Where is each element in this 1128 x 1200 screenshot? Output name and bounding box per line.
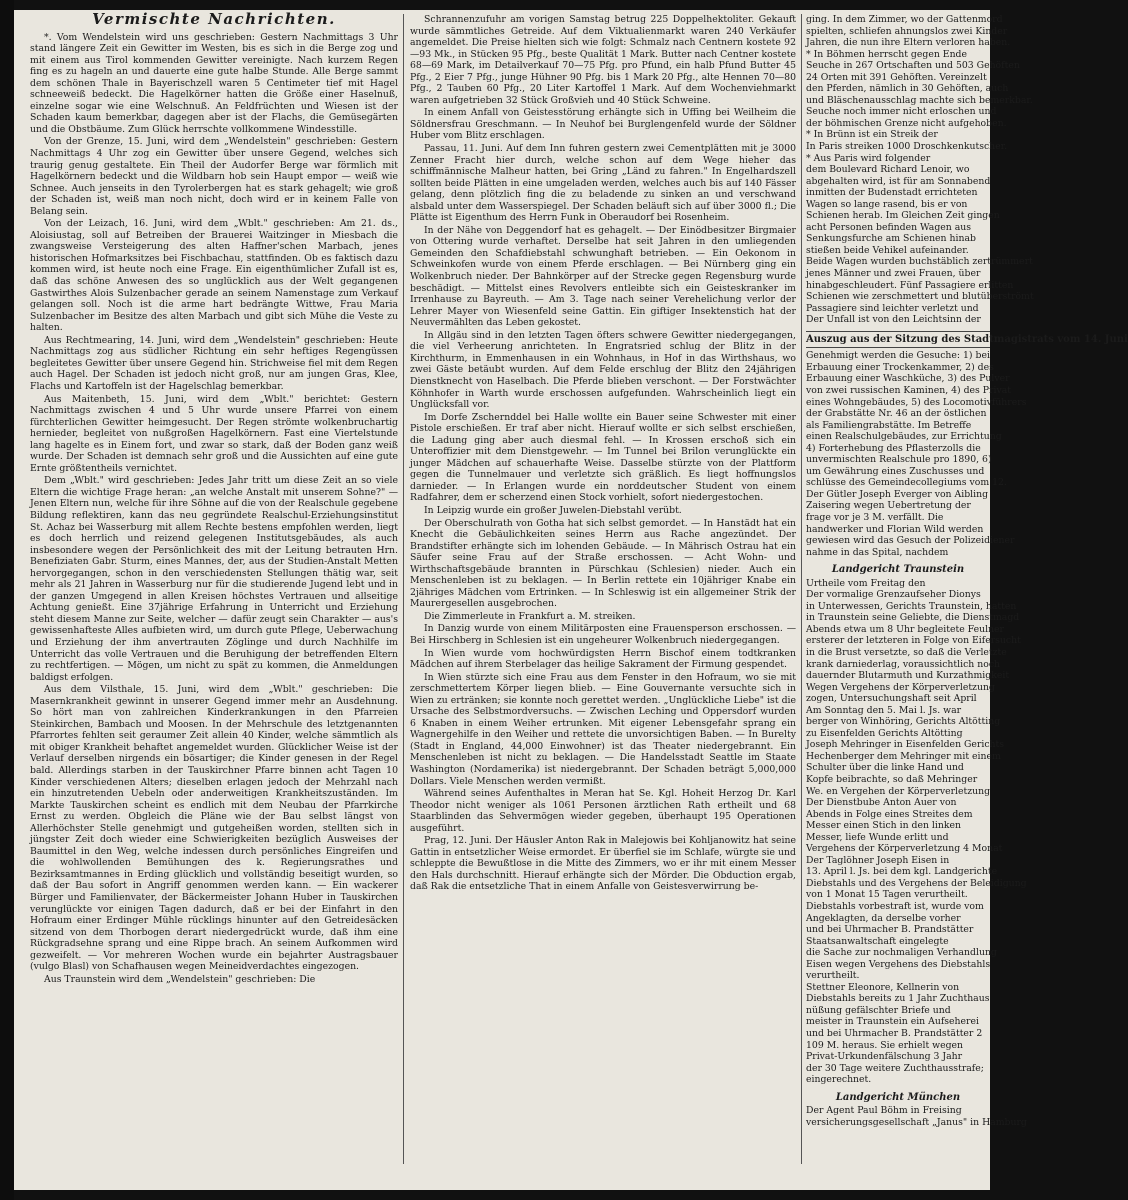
article-paragraph: Von der Grenze, 15. Juni, wird dem „Wendelstein" geschrieben: Gestern Nachmittags 4 Uhr zog ein Gewitter über unsere Gegend, welches sich traurig genug gestaltete. Ein Theil der Audorfer Berge war förmlich mit Hagelkörnern bedeckt und die Wildbarn hob sein Haupt empor — weiß wie Schnee. Auch jenseits in den Tyrolerbergen hat es stark gehagelt; wie groß der Schaden ist, weiß man noch nicht, doch wird er in keinem Falle von Belang sein. (30, 136, 398, 217)
text-line: Vergehens der Körperverletzung 4 Monat (806, 843, 1003, 855)
text-line: versicherungsgesellschaft „Janus" in Hamburg (806, 1116, 1027, 1128)
text-line: 109 M. heraus. Sie erhielt wegen (806, 1039, 964, 1051)
text-line: Eisen wegen Vergehens des Diebstahls (806, 958, 991, 970)
text-line: Schienen herab. Im Gleichen Zeit gingen (806, 210, 1000, 222)
text-line: Angeklagten, da derselbe vorher (806, 912, 961, 924)
text-line: Erbauung einer Waschküche, 3) des Pulver (806, 373, 1010, 385)
text-line: * In Brünn ist ein Streik der (806, 129, 938, 141)
court-muenchen-text (806, 1105, 1027, 1128)
magistrat-session-text (806, 350, 1027, 558)
text-line: unvermischten Realschule pro 1890, 6) (806, 454, 992, 466)
text-line: meister in Traunstein ein Aufseherei (806, 1016, 979, 1028)
scan-edge-left (0, 0, 14, 1200)
text-line: Seuche noch immer nicht erloschen und (806, 106, 997, 118)
article-paragraph: In Wien stürzte sich eine Frau aus dem Fenster in den Hofraum, wo sie mit zerschmettertem Körper liegen blieb. — Eine Gouvernante versuchte sich in Wien zu ertränken; sie konnte noch gerettet werden. „Unglückliche Liebe" ist die Ursache des Selbstmordversuchs. — Zwischen Leching und Oppersdorf wurden 6 Knaben in einem Weiher ertrunken. Mit eigener Lebensgefahr sprang ein Wagnergehilfe in den Weiher und rettete die unvorsichtigen Baben. — In Burelty (Stadt in England, 44,000 Einwohner) ist das Theater niedergebrannt. Ein Menschenleben ist nicht zu beklagen. — Die Handelsstadt Seattle im Staate Washington (Nordamerika) ist niedergebrannt. Der Schaden beträgt 5,000,000 Dollars. Viele Menschen werden vermißt. (410, 671, 796, 787)
article-paragraph: Schrannenzufuhr am vorigen Samstag betrug 225 Doppelhektoliter. Gekauft wurde sämmtliches Getreide. Auf dem Viktualienmarkt waren 240 Verkäufer angemeldet. Die Preise hielten sich wie folgt: Schmalz nach Centnern kostete 92—93 Mk., in Stücken 95 Pfg., beste Qualität 1 Mark. Butter nach Centner kostete 68—69 Mark, im Detailverkauf 70—75 Pfg. pro Pfund, ein halb Pfund Butter 45 Pfg., 2 Eier 7 Pfg., junge Hühner 90 Pfg. bis 1 Mark 20 Pfg., alte Hennen 70—80 Pfg., 2 Tauben 60 Pfg., 20 Liter Kartoffel 1 Mark. Auf dem Wochenviehmarkt waren aufgetrieben 32 Stück Großvieh und 40 Stück Schweine. (410, 14, 796, 106)
text-line: die Sache zur nochmaligen Verhandlung (806, 947, 997, 959)
text-line: dauernder Blutarmuth und Kurzathmigkeit (806, 670, 1010, 682)
text-line: abgehalten wird, ist für am Sonnabend (806, 175, 991, 187)
text-line: Passagiere sind leichter verletzt und (806, 302, 979, 314)
text-line: ersterer der letzteren in Folge von Eifersucht (806, 635, 1021, 647)
text-line: ging. In dem Zimmer, wo der Gattenmord (806, 14, 1003, 25)
text-line: verurtheilt. (806, 970, 860, 982)
column-1-articles (30, 32, 398, 986)
article-paragraph: In Wien wurde vom hochwürdigsten Herrn Bischof einem todtkranken Mädchen auf ihrem Sterbelager das heilige Sakrament der Firmung gespendet. (410, 647, 796, 671)
article-paragraph: Aus Traunstein wird dem „Wendelstein" geschrieben: Die (44, 973, 316, 985)
text-line: eines Wohngebäudes, 5) des Locomotivführers (806, 396, 1027, 408)
text-line: und bei Uhrmacher B. Prandstätter (806, 924, 974, 936)
text-line: Hechenberger dem Mehringer mit einem (806, 750, 1001, 762)
text-line: Senkungsfurche am Schienen hinab (806, 233, 976, 245)
text-line: spielten, schliefen ahnungslos zwei Kinder (806, 25, 1008, 37)
court-muenchen-heading: Landgericht München (835, 1091, 961, 1103)
text-line: einen Realschulgebäudes, zur Errichtung (806, 431, 1002, 443)
article-paragraph: Während seines Aufenthaltes in Meran hat Se. Kgl. Hoheit Herzog Dr. Karl Theodor nicht weniger als 1061 Personen ärztlichen Rath ertheilt und 68 Staarblinden das Sehvermögen wieder gegeben, überhaupt 195 Operationen ausgeführt. (410, 788, 796, 834)
text-line: in Unterwessen, Gerichts Traunstein, hatten (806, 600, 1017, 612)
text-line: Joseph Mehringer in Eisenfelden Gerichts (806, 739, 1005, 751)
article-paragraph: Im Dorfe Zschernddel bei Halle wollte ein Bauer seine Schwester mit einer Pistole erschießen. Er traf aber nicht. Hierauf wollte er sich selbst erschießen, die Ladung ging aber auch diesmal fehl. — In Krossen erschoß sich ein Unteroffizier mit dem Dienstgewehr. — Im Tunnel bei Brilon verunglückte ein junger Mädchen auf schauerhafte Weise. Dasselbe stürzte von der Plattform gegen die Tunnelmauer und verletzte sich gräßlich. Es liegt hoffnungslos darnieder. — In Erlangen wurde ein norddeutscher Student von einem Radfahrer, dem er scherzend einen Stock vorhielt, sofort niedergestochen. (410, 411, 796, 504)
text-line: Beide Wagen wurden buchstäblich zertrümmert (806, 256, 1033, 268)
text-line: Erbauung einer Trockenkammer, 2) des (806, 361, 994, 373)
article-paragraph: Aus Rechtmearing, 14. Juni, wird dem „Wendelstein" geschrieben: Heute Nachmittags zog aus südlicher Richtung ein sehr heftiges Regengüssen begleitetes Gewitter über unsere Gegend hin. Strichweise fiel mit dem Regen auch Hagel. Der Schaden ist jedoch nicht groß, nur am jungen Gras, Klee, Flachs und Kartoffeln ist der Hagelschlag bemerkbar. (30, 334, 398, 392)
magistrat-session-heading: Auszug aus der Sitzung des Stadtmagistrats vom 14. Juni (806, 331, 990, 349)
column-3-top-text (806, 14, 1034, 326)
article-paragraph: Aus Maitenbeth, 15. Juni, wird dem „Wblt." berichtet: Gestern Nachmittags zwischen 4 und 5 Uhr wurde unsere Pfarrei von einem fürchterlichen Gewitter heimgesucht. Der Regen strömte wolkenbruchartig hernieder, begleitet von nußgroßen Hagelkörnern. Fast eine Viertelstunde lang hagelte es in Einem fort, und zwar so stark, daß der Boden ganz weiß wurde. Der Schaden ist demnach sehr groß und die Aussichten auf eine gute Ernte größtentheils vernichtet. (30, 393, 398, 474)
text-line: Der Dienstbube Anton Auer von (806, 797, 957, 809)
text-line: jenes Männer und zwei Frauen, über (806, 268, 981, 280)
court-traunstein-heading: Landgericht Traunstein (831, 564, 965, 576)
column-2 (410, 14, 796, 1164)
text-line: 24 Orten mit 391 Gehöften. Vereinzelt (806, 71, 987, 83)
text-line: Der Gütler Joseph Everger von Aibling (806, 488, 989, 500)
text-line: Messer, liefe Wunde erlitt und (806, 831, 949, 843)
text-line: handwerker und Florian Wild werden (806, 523, 984, 535)
text-line: * In Böhmen herrscht gegen Ende (806, 48, 968, 60)
text-line: Seuche in 267 Ortschaften und 503 Gehöften (806, 60, 1020, 72)
text-line: dem Boulevard Richard Lenoir, wo (806, 164, 970, 176)
text-line: Privat-Urkundenfälschung 3 Jahr (806, 1051, 963, 1063)
text-line: Jahren, die nun ihre Eltern verloren haben. (806, 37, 1011, 49)
text-line: in die Brust versetzte, so daß die Verletzte (806, 646, 1007, 658)
text-line: Am Sonntag den 5. Mai l. Js. war (806, 704, 962, 716)
text-line: inmitten der Budenstadt errichteten (806, 187, 978, 199)
text-line: We. en Vergehen der Körperverletzung (806, 785, 991, 797)
text-line: Abends etwa um 8 Uhr begleitete Feulner (806, 623, 1004, 635)
column-1 (30, 10, 398, 1164)
column-2-articles (410, 14, 796, 893)
article-paragraph: Der Oberschulrath von Gotha hat sich selbst gemordet. — In Hanstädt hat ein Knecht die Gebäulichkeiten seines Herrn aus Rache angezündet. Der Brandstifter erhängte sich im lohenden Gebäude. — In Mährisch Ostrau hat ein Säufer seine Frau auf der Straße erschossen. — Acht Wohn- und Wirthschaftsgebäude brannten in Pürschkau (Schlesien) nieder. Auch ein Menschenleben ist zu beklagen. — In Berlin rettete ein 10jähriger Knabe ein 2jähriges Mädchen vom Ertrinken. — In Schleswig ist ein allgemeiner Strik der Maurergesellen ausgebrochen. (410, 517, 796, 610)
text-line: zu Eisenfelden Gerichts Altötting (806, 727, 963, 739)
text-line: stießen beide Vehikel aufeinander. (806, 244, 969, 256)
text-line: Zaisering wegen Uebertretung der (806, 500, 971, 512)
text-line: Diebstahls bereits zu 1 Jahr Zuchthaus (806, 993, 990, 1005)
text-line: Abends in Folge eines Streites dem (806, 808, 973, 820)
text-line: von 1 Monat 15 Tagen verurtheilt. (806, 889, 968, 901)
column-3 (806, 14, 1128, 1164)
text-line: Urtheile vom Freitag den (806, 577, 926, 589)
text-line: Kopfe beibrachte, so daß Mehringer (806, 774, 978, 785)
text-line: Messer einen Stich in den linken (806, 820, 961, 832)
text-line: der 30 Tage weitere Zuchthausstrafe; (806, 1062, 984, 1074)
text-line: Schienen wie zerschmettert und blutüberströmt (806, 291, 1034, 303)
article-paragraph: Prag, 12. Juni. Der Häusler Anton Rak in Malejowis bei Kohljanowitz hat seine Gattin in entsetzlicher Weise ermordet. Er überfiel sie im Schlafe, würgte sie und schleppte die Bewußtlose in die Mitte des Zimmers, wo er ihr mit einem Messer den Hals durchschnitt. Hierauf erhängte sich der Mörder. Die Obduction ergab, daß Rak die entsetzliche That in einem Anfalle von Geistesverwirrung be- (410, 835, 796, 893)
article-paragraph: Aus dem Vilsthale, 15. Juni, wird dem „Wblt." geschrieben: Die Masernkrankheit gewinnt in unserer Gegend immer mehr an Ausdehnung. So hört man von zahlreichen Kinderkrankungen in den Pfarreien Steinkirchen, Bambach und Moosen. In der Mehrschule des letztgenannten Pfarrortes fehlten seit geraumer Zeit allein 40 Kinder, welche sämmtlich als mit obiger Krankheit behaftet angemeldet wurden. Glücklicher Weise ist der Verlauf derselben nirgends ein bösartiger; die Kinder genesen in der Regel bald. Allerdings starben in der Tauskirchner Pfarre binnen acht Tagen 10 Kinder verschiedenen Alters; dieselben erlagen jedoch der Mehrzahl nach ein hinzutretenden Uebeln oder anderweitigen Krankheitszuständen. Im Markte Tauskirchen scheint es endlich mit dem Neubau der Pfarrkirche Ernst zu werden. Obgleich die Pläne wie der Bau selbst längst von Allerhöchster Stelle genehmigt und gutgeheißen worden, stellten sich in jüngster Zeit doch wieder eine Schwierigkeiten bezüglich Ausweises der Baumittel in den Weg, welche indessen durch persönliches Eingreifen und die wohlwollenden Bemühungen des k. Regierungsrathes und Bezirksamtmannes in Erding glücklich und vollständig beseitigt wurden, so daß der Bau sofort in Angriff genommen werden kann. — Ein wackerer Bürger und Familienvater, der Bäckermeister Johann Huber in Tauskirchen verunglückte vor einigen Tagen dadurch, daß er bei der Einfahrt in den Hofraum einer Erdinger Mühle rücklings hinunter auf den Getreidesäcken sitzend von dem Thorbogen derart niedergedrückt wurde, daß ihm eine Rückgradsehne sprang und eine Rippe brach. An seinem Aufkommen wird gezweifelt. — Vor mehreren Wochen wurde ein bejahrter Austragsbauer (vulgo Blasl) von Schafhausen wegen Meineidverdachtes eingezogen. (30, 684, 398, 973)
article-paragraph: In Danzig wurde von einem Militärposten eine Frauensperson erschossen. — Bei Hirschberg in Schlesien ist ein ungeheurer Wolkenbruch niedergegangen. (410, 623, 796, 646)
text-line: der Grabstätte Nr. 46 an der östlichen (806, 408, 987, 420)
text-line: und Bläschenausschlag machte sich bemerkbar. (806, 94, 1033, 106)
article-paragraph: In einem Anfall von Geistesstörung erhängte sich in Uffing bei Weilheim die Söldnersfrau Greschmann. — In Neuhof bei Burglengenfeld wurde der Söldner Huber vom Blitz erschlagen. (410, 107, 796, 142)
text-line: Schulter über die linke Hand und (806, 762, 964, 774)
text-line: Der Taglöhner Joseph Eisen in (806, 854, 950, 866)
court-traunstein-text (806, 577, 1027, 1086)
text-line: der böhmischen Grenze nicht aufgehoben. (806, 117, 1007, 129)
column-rule (403, 14, 404, 1164)
text-line: * Aus Paris wird folgender (806, 152, 931, 164)
text-line: zogen, Untersuchungshaft seit April (806, 693, 977, 705)
text-line: als Familiengrabstätte. Im Betreffe (806, 419, 972, 431)
text-line: nahme in das Spital, nachdem (806, 546, 949, 558)
text-line: von zwei russischen Kaminen, 4) des Privat (806, 384, 1011, 396)
text-line: in Traunstein seine Geliebte, die Dienstmagd (806, 612, 1020, 624)
text-line: 13. April l. Js. bei dem kgl. Landgerichte (806, 866, 998, 878)
text-line: Genehmigt werden die Gesuche: 1) bei (806, 350, 990, 362)
text-line: Der vormalige Grenzaufseher Dionys (806, 589, 981, 601)
article-paragraph: Dem „Wblt." wird geschrieben: Jedes Jahr tritt um diese Zeit an so viele Eltern die wichtige Frage heran: „an welche Anstalt mit unserem Sohne?" — Jenen Eltern nun, welche für ihre Söhne auf die von der Realschule gegebene Bildung reflektiren, kann das neu gegründete Realschul-Erziehungsinstitut St. Achaz bei Wasserburg mit allem Rechte bestens empfohlen werden, liegt es doch herrlich und reizend gelegenen Institutsgebäudes, als auch insbesondere wegen der Persönlichkeit des mit der Leitung betrauten Hrn. Benefiziaten Gabr. Sturm, eines Mannes, der, aus der Studien-Anstalt Metten hervorgegangen, schon in den verschiedensten Stellungen thätig war, seit mehr als 21 Jahren in Wasserburg nur für die studierende Jugend lebt und in der ganzen Umgegend in allen Kreisen höchstes Vertrauen und allseitige Achtung genießt. Eine 37jährige Erfahrung in Unterricht und Erziehung steht diesem Manne zur Seite, welcher — dafür zeugt sein Charakter — aus's gewissenhafteste Alles aufbieten wird, um durch gute Pflege, Ueberwachung und Erziehung der ihm anvertrauten Zöglinge und durch Nachhilfe im Unterricht das volle Vertrauen und die Beruhigung der betreffenden Eltern zu rechtfertigen. — Mögen, um nicht zu spät zu kommen, die Anmeldungen baldigst erfolgen. (30, 475, 398, 683)
text-line: und bei Uhrmacher B. Prandstätter 2 (806, 1028, 983, 1040)
text-line: Diebstahls und des Vergehens der Beleidigung (806, 877, 1027, 889)
article-paragraph: *. Vom Wendelstein wird uns geschrieben: Gestern Nachmittags 3 Uhr stand längere Zeit ein Gewitter im Westen, bis es sich in die Berge zog und mit einem aus Tirol kommenden Gewitter vereinigte. Nach kurzem Regen fing es zu hageln an und dauerte eine gute halbe Stunde. Alle Berge sammt dem schönen Thale in Bayerischzell waren 5 Centimeter tief mit Hagel schneeweiß bedeckt. Die Hagelkörner hatten die Größe einer Haselnuß, einzelne sogar wie eine Welschnuß. An Feldfrüchten und Wiesen ist der Schaden kaum bemerkbar, dagegen aber ist der Flachs, die Gemüsegärten und die Obstbäume. Zum Glück herrschte vollkommene Windesstille. (30, 31, 398, 135)
text-line: Stettner Eleonore, Kellnerin von (806, 981, 960, 993)
section-title: Vermischte Nachrichten. (92, 10, 336, 28)
text-line: Wagen so lange rasend, bis er von (806, 198, 968, 210)
text-line: frage vor je 3 M. verfällt. Die (806, 511, 944, 523)
text-line: Der Unfall ist von den Leichtsinn der (806, 314, 981, 326)
text-line: berger von Winhöring, Gerichts Altötting (806, 716, 1001, 728)
text-line: 4) Forterhebung des Pflasterzolls die (806, 442, 981, 454)
text-line: krank darniederlag, voraussichtlich noch (806, 658, 1001, 670)
text-line: gewiesen wird das Gesuch der Polizeidiener (806, 535, 1015, 547)
text-line: acht Personen befinden Wagen aus (806, 221, 972, 233)
text-line: Staatsanwaltschaft eingelegte (806, 935, 949, 947)
text-line: hinabgeschleudert. Fünf Passagiere erlitten (806, 279, 1014, 291)
article-paragraph: In der Nähe von Deggendorf hat es gehagelt. — Der Einödbesitzer Birgmaier von Ottering wurde verhaftet. Derselbe hat seit Jahren in den umliegenden Gemeinden den Schafdiebstahl schwunghaft betrieben. — Ein Oekonom in Schweinkofen wurde von einem Pferde erschlagen. — Bei Nürnberg ging ein Wolkenbruch nieder. Der Bahnkörper auf der Strecke gegen Regensburg wurde beschädigt. — Mittelst eines Revolvers entleibte sich ein Geisteskranker im Irrenhause zu Bayreuth. — Am 3. Tage nach seiner Verehelichung verlor der Lehrer Mayer von Wiesenfeld seine Gattin. Ein giftiger Insektenstich hat der Neuvermählten das Leben gekostet. (410, 224, 796, 329)
text-line: Diebstahls vorbestraft ist, wurde vom (806, 901, 984, 913)
text-line: eingerechnet. (806, 1074, 872, 1086)
article-paragraph: Von der Leizach, 16. Juni, wird dem „Wblt." geschrieben: Am 21. ds., Aloisiustag, soll auf Betreiben der Brauerei Waitzinger in Miesbach die zwangsweise Versteigerung des alten Haffner'schen Marbach, jenes historischen Hofmarksitzes bei Fischbachau, stattfinden. Ob es faktisch dazu kommen wird, ist heute noch eine Frage. Ein eigenthümlicher Zufall ist es, daß das schöne Anwesen des so unglücklich aus der Welt gegangenen Gastwirthes Alois Sulzenbacher gerade an seinem Namenstage zum Verkauf gelangen soll. Noch ist die arme hart bedrängte Wittwe, Frau Maria Sulzenbacher im Besitze des alten Marbach und gibt sich Mühe die Veste zu halten. (30, 218, 398, 334)
text-line: den Pferden, nämlich in 30 Gehöften, auch (806, 83, 1009, 95)
article-paragraph: In Leipzig wurde ein großer Juwelen-Diebstahl verübt. (424, 504, 682, 516)
text-line: In Paris streiken 1000 Droschkenkutscher. (806, 141, 1008, 153)
article-paragraph: Passau, 11. Juni. Auf dem Inn fuhren gestern zwei Cementplätten mit je 3000 Zenner Fracht hier durch, welche schon auf dem Wege hieher das schiffmännische Malheur hatten, bei Gring „Länd zu fahren." In Engelhardszell sollten beide Plätten in eine umgeladen werden, welches auch bis auf 140 Fässer gelang, denn plötzlich fing die zu beladende zu sinken an und verschwand alsbald unter dem Wasserspiegel. Der Schaden beläuft sich auf über 3000 fl.; Die Plätte ist Eigenthum des Herrn Funk in Oberaudorf bei Rosenheim. (410, 143, 796, 224)
article-paragraph: Die Zimmerleute in Frankfurt a. M. streiken. (424, 610, 636, 622)
text-line: Wegen Vergehens der Körperverletzung (806, 681, 995, 693)
text-line: um Gewährung eines Zuschusses und (806, 465, 985, 477)
column-rule (801, 14, 802, 1164)
article-paragraph: In Allgäu sind in den letzten Tagen öfters schwere Gewitter niedergegangen, die viel Verheerung anrichteten. In Engratsried schlug der Blitz in der Kirchthurm, in Emmenhausen in ein Wohnhaus, in Hof in das Wirthshaus, wo zwei Gäste betäubt wurden. Auf dem Felde erschlug der Blitz den 24jährigen Dienstknecht von Haselbach. Die Pferde blieben verschont. — Der Forstwächter Köhnhofer in Warth wurde erschossen aufgefunden. Wahrscheinlich liegt ein Unglücksfall vor. (410, 329, 796, 411)
text-line: schlüsse des Gemeindecollegiums vom 12. (806, 477, 1007, 489)
text-line: nüßung gefälschter Briefe und (806, 1004, 951, 1016)
text-line: Der Agent Paul Böhm in Freising (806, 1105, 962, 1117)
